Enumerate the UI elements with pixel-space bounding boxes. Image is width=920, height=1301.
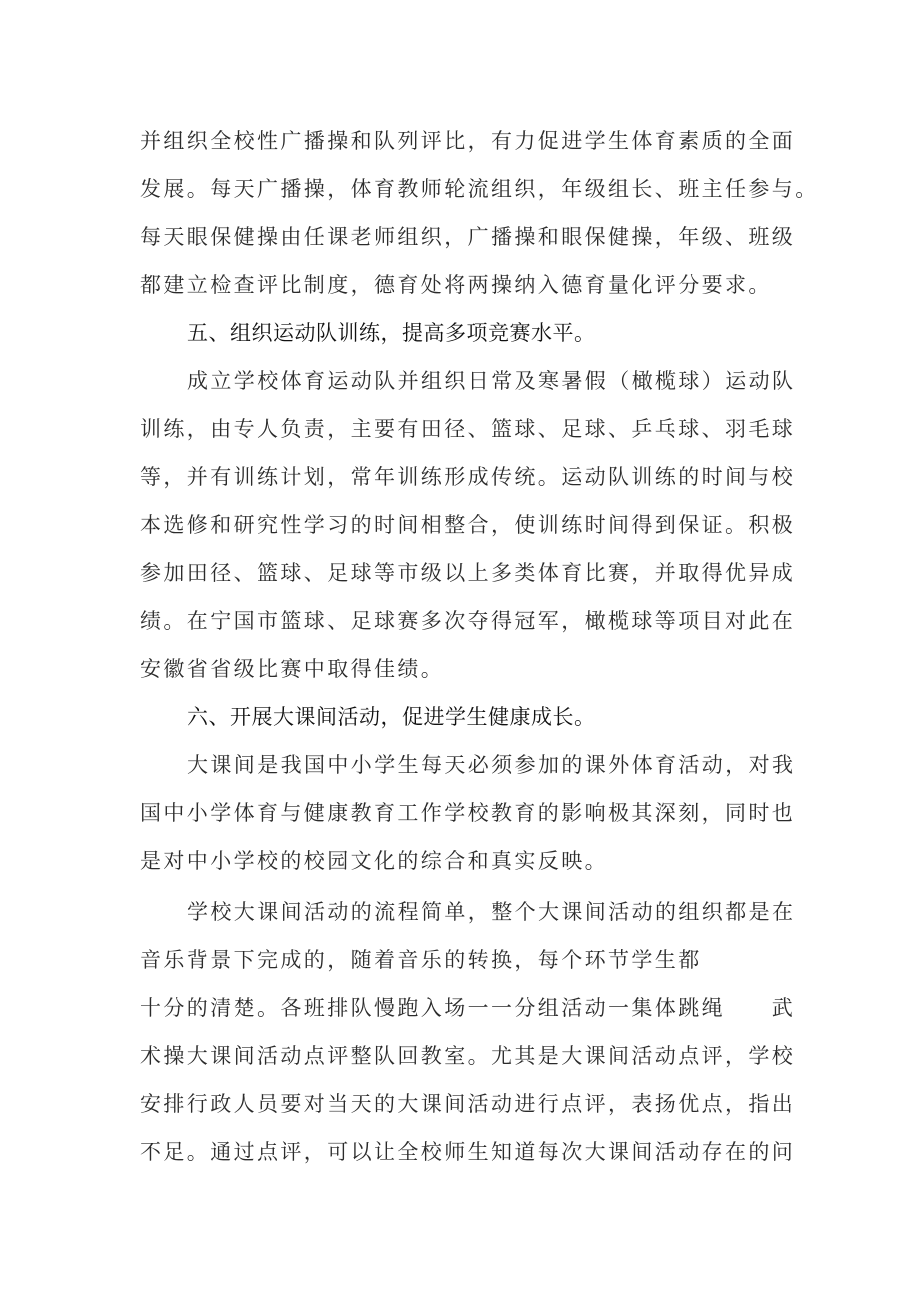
paragraph-line: 十分的清楚。各班排队慢跑入场一一分组活动一集体跳绳 武 [140,996,796,1020]
paragraph-line: 是对中小学校的校园文化的综合和真实反映。 [140,849,608,873]
paragraph-line: 等，并有训练计划，常年训练形成传统。运动队训练的时间与校 [140,465,796,489]
paragraph-line: 并组织全校性广播操和队列评比，有力促进学生体育素质的全面 [140,129,796,153]
paragraph-line: 安排行政人员要对当天的大课间活动进行点评，表扬优点，指出 [140,1092,796,1116]
paragraph-line: 成立学校体育运动队并组织日常及寒暑假（橄榄球）运动队 [187,369,796,393]
paragraph-line: 大课间是我国中小学生每天必须参加的课外体育活动，对我 [187,753,796,777]
paragraph-line: 参加田径、篮球、足球等市级以上多类体育比赛，并取得优异成 [140,561,796,585]
paragraph-line: 都建立检查评比制度，德育处将两操纳入德育量化评分要求。 [140,273,772,297]
paragraph-line: 训练，由专人负责，主要有田径、篮球、足球、乒乓球、羽毛球 [140,417,796,441]
paragraph-line: 国中小学体育与健康教育工作学校教育的影响极其深刻，同时也 [140,801,796,825]
section-heading-5: 五、组织运动队训练，提高多项竞赛水平。 [187,321,596,345]
paragraph-line: 本选修和研究性学习的时间相整合，使训练时间得到保证。积极 [140,513,796,537]
paragraph-line: 学校大课间活动的流程简单，整个大课间活动的组织都是在 [187,900,796,924]
section-heading-6: 六、开展大课间活动，促进学生健康成长。 [187,705,596,729]
paragraph-line: 音乐背景下完成的，随着音乐的转换，每个环节学生都 [140,948,702,972]
paragraph-line: 绩。在宁国市篮球、足球赛多次夺得冠军，橄榄球等项目对此在 [140,609,796,633]
paragraph-line: 发展。每天广播操，体育教师轮流组织，年级组长、班主任参与。 [140,177,819,201]
paragraph-line: 每天眼保健操由任课老师组织，广播操和眼保健操，年级、班级 [140,225,796,249]
paragraph-line: 安徽省省级比赛中取得佳绩。 [140,657,445,681]
paragraph-line: 术操大课间活动点评整队回教室。尤其是大课间活动点评，学校 [140,1044,796,1068]
paragraph-line: 不足。通过点评，可以让全校师生知道每次大课间活动存在的问 [140,1140,796,1164]
